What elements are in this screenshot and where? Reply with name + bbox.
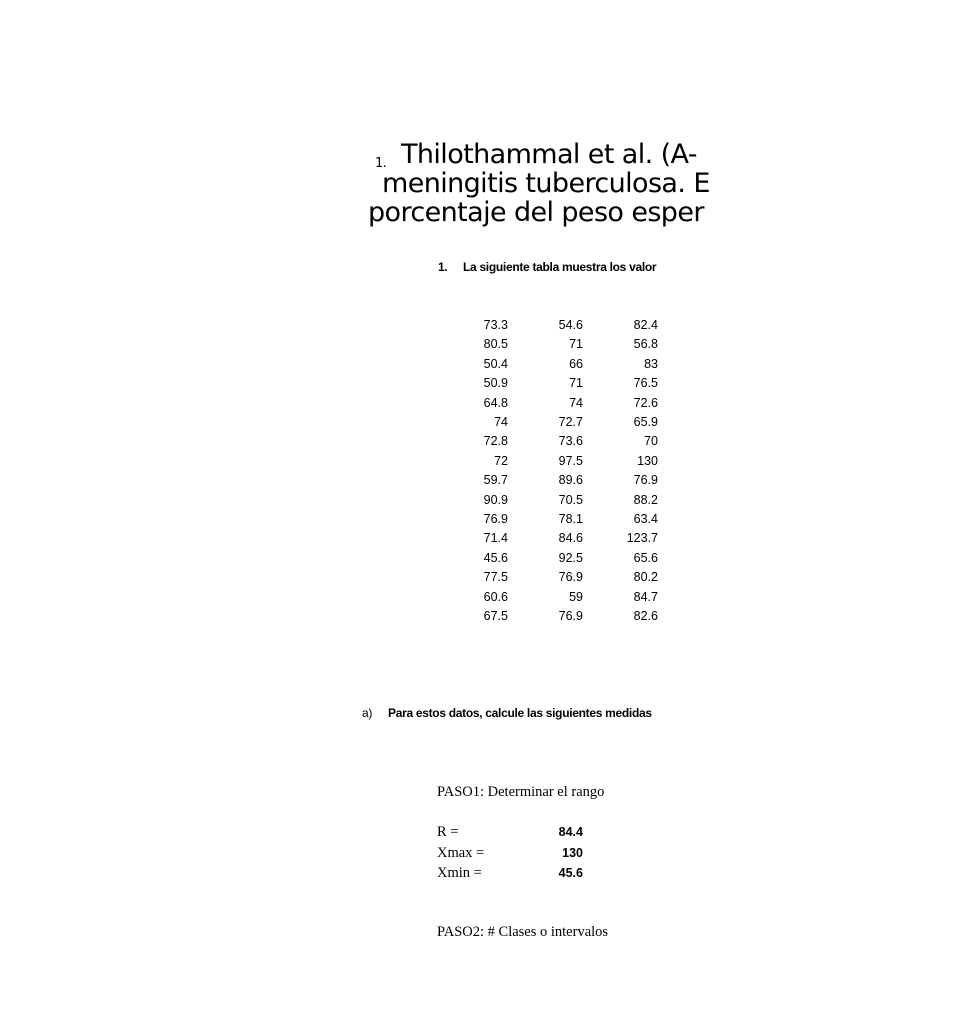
table-cell: 76.9 (483, 512, 508, 527)
table-cell: 76.5 (633, 376, 658, 391)
table-cell: 74 (494, 415, 508, 430)
table-row (460, 374, 658, 393)
table-cell: 74 (569, 395, 583, 410)
table-cell: 123.7 (626, 531, 658, 546)
table-intro-text: La siguiente tabla muestra los valor (463, 260, 657, 274)
table-cell: 76.9 (558, 609, 583, 624)
table-cell: 72 (494, 453, 508, 468)
xmin-value: 45.6 (558, 866, 583, 880)
table-row (460, 452, 658, 471)
table-cell: 59 (569, 589, 583, 604)
step2-title: PASO2: # Clases o intervalos (437, 924, 609, 940)
table-cell: 70.5 (558, 492, 583, 507)
table-row (460, 316, 658, 335)
table-cell: 82.6 (633, 609, 658, 624)
table-row (460, 413, 658, 432)
heading-line-1: Thilothammal et al. (A- (401, 139, 697, 170)
table-intro-number: 1. (438, 260, 448, 274)
table-row (460, 529, 658, 548)
table-cell: 59.7 (483, 473, 508, 488)
xmax-label: Xmax = (437, 845, 485, 861)
table-cell: 45.6 (483, 550, 508, 565)
table-cell: 92.5 (558, 550, 583, 565)
table-cell: 72.8 (483, 434, 508, 449)
table-cell: 88.2 (633, 492, 658, 507)
table-cell: 84.6 (558, 531, 583, 546)
xmax-value: 130 (562, 846, 583, 860)
table-cell: 73.6 (558, 434, 583, 449)
table-cell: 80.2 (633, 570, 658, 585)
table-row (460, 607, 658, 626)
table-cell: 65.9 (633, 415, 658, 430)
table-cell: 89.6 (558, 473, 583, 488)
table-cell: 71.4 (483, 531, 508, 546)
table-cell: 71 (569, 376, 583, 391)
table-row (460, 491, 658, 510)
table-cell: 82.4 (633, 318, 658, 332)
table-row (460, 471, 658, 490)
table-cell: 84.7 (633, 589, 658, 604)
table-row (460, 568, 658, 587)
heading-line-3: porcentaje del peso esper (368, 197, 704, 228)
table-row (460, 549, 658, 568)
table-cell: 50.9 (483, 376, 508, 391)
table-row (460, 432, 658, 451)
table-row (460, 394, 658, 413)
table-cell: 66 (569, 356, 583, 371)
table-row (460, 588, 658, 607)
table-cell: 65.6 (633, 550, 658, 565)
table-cell: 72.6 (633, 395, 658, 410)
range-label: R = (437, 824, 459, 840)
table-cell: 60.6 (483, 589, 508, 604)
data-table (460, 316, 658, 627)
table-cell: 77.5 (483, 570, 508, 585)
table-cell: 54.6 (558, 318, 583, 332)
table-cell: 78.1 (558, 512, 583, 527)
heading-number: 1. (375, 156, 387, 171)
heading-line-2: meningitis tuberculosa. E (382, 168, 710, 199)
table-row (460, 510, 658, 529)
step1-title: PASO1: Determinar el rango (437, 784, 605, 800)
table-cell: 67.5 (483, 609, 508, 624)
table-cell: 63.4 (633, 512, 658, 527)
table-cell: 83 (644, 356, 658, 371)
table-cell: 76.9 (558, 570, 583, 585)
table-cell: 73.3 (483, 318, 508, 332)
table-cell: 71 (569, 337, 583, 352)
xmin-label: Xmin = (437, 865, 482, 881)
table-cell: 76.9 (633, 473, 658, 488)
table-cell: 97.5 (558, 453, 583, 468)
table-cell: 50.4 (483, 356, 508, 371)
table-cell: 72.7 (558, 415, 583, 430)
table-row (460, 355, 658, 374)
table-cell: 64.8 (483, 395, 508, 410)
table-cell: 80.5 (483, 337, 508, 352)
table-cell: 70 (644, 434, 658, 449)
question-a-text: Para estos datos, calcule las siguientes medidas (388, 706, 652, 720)
table-cell: 90.9 (483, 492, 508, 507)
table-cell: 56.8 (633, 337, 658, 352)
table-row (460, 335, 658, 354)
question-a-number: a) (362, 706, 373, 720)
table-cell: 130 (637, 453, 658, 468)
range-value: 84.4 (558, 825, 583, 839)
